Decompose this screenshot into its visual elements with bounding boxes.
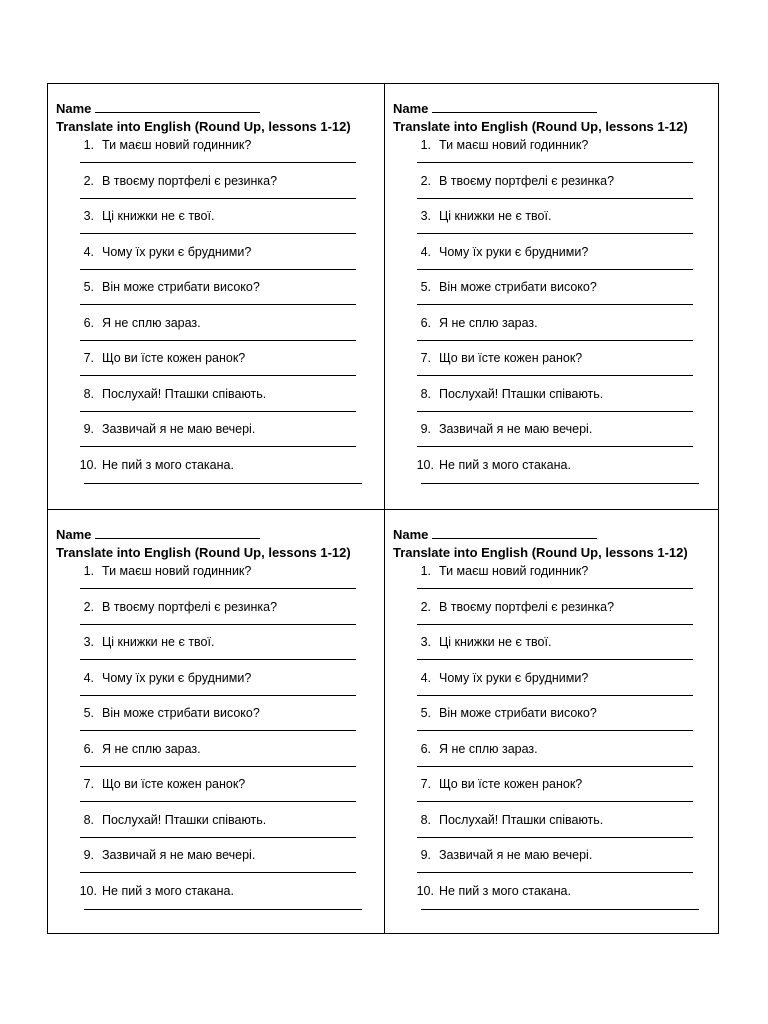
question-text-row [393,243,588,261]
name-blank-field[interactable] [95,100,260,113]
answer-line[interactable] [80,837,356,838]
question-item [393,704,719,740]
answer-line[interactable] [421,483,699,484]
question-text-row [56,207,214,225]
question-text-row [56,172,277,190]
question-item [56,846,384,882]
question-number: 8. [420,386,431,401]
question-text-row [393,882,571,900]
answer-line[interactable] [417,837,693,838]
question-number: 4. [420,244,431,259]
answer-line[interactable] [80,233,356,234]
question-text-row [393,846,592,864]
question-text-row [56,598,277,616]
question-item [393,562,719,598]
name-label: Name [56,527,92,542]
question-text-row [56,562,251,580]
question-item [56,420,384,456]
question-text: Зазвичай я не маю вечері. [439,422,593,436]
question-text-row [393,420,592,438]
question-text: В твоєму портфелі є резинка? [102,599,278,614]
question-text: В твоєму портфелі є резинка? [102,173,278,188]
question-text-row [393,669,588,687]
question-number: 7. [83,351,94,365]
answer-line[interactable] [80,198,356,199]
question-number: 5. [83,280,94,294]
question-number: 8. [420,812,431,827]
question-text: Ці книжки не є твої. [439,209,552,223]
question-text: Я не сплю зараз. [102,315,201,330]
question-text: Не пий з мого стакана. [102,883,234,898]
question-text-row [56,278,260,296]
question-text: Зазвичай я не маю вечері. [102,422,256,436]
name-line [393,526,719,544]
question-text-row [56,882,234,900]
question-text: Я не сплю зараз. [102,741,201,756]
question-text-row [56,314,201,332]
question-text: Я не сплю зараз. [439,315,538,330]
question-text-row [393,562,588,580]
question-list [56,562,384,917]
question-text-row [393,172,614,190]
question-text-row [56,349,245,367]
answer-line[interactable] [417,304,693,305]
name-label: Name [393,527,429,542]
name-line [56,526,384,544]
question-number: 1. [420,564,431,578]
question-number: 5. [420,706,431,720]
answer-line[interactable] [80,872,356,873]
question-text-row [56,136,251,154]
worksheet-card-bottom-left [48,509,384,933]
question-number: 1. [420,138,431,152]
question-item [393,456,719,492]
worksheet-card-top-right [384,84,719,509]
question-item [393,740,719,776]
question-text: Зазвичай я не маю вечері. [439,848,593,862]
question-list [393,136,719,491]
question-item [56,136,384,172]
question-text: Зазвичай я не маю вечері. [102,848,256,862]
question-item [56,669,384,705]
question-number: 10. [79,883,97,898]
question-text: Він може стрибати високо? [439,706,597,720]
answer-line[interactable] [417,659,693,660]
question-text: Чому їх руки є брудними? [102,670,252,685]
question-text: Не пий з мого стакана. [439,883,571,898]
question-item [56,243,384,279]
question-text-row [56,740,201,758]
question-text: Він може стрибати високо? [102,280,260,294]
answer-line[interactable] [84,483,362,484]
question-text-row [393,740,538,758]
question-text: Ти маєш новий годинник? [102,138,252,152]
question-number: 1. [83,564,94,578]
question-item [393,172,719,208]
question-text-row [393,775,582,793]
question-text: Ти маєш новий годинник? [439,564,589,578]
question-text: Ці книжки не є твої. [102,209,215,223]
question-text: Не пий з мого стакана. [439,457,571,472]
answer-line[interactable] [417,375,693,376]
question-text: Ці книжки не є твої. [439,635,552,649]
answer-line[interactable] [80,304,356,305]
question-number: 4. [83,244,94,259]
question-text-row [393,633,551,651]
answer-line[interactable] [417,198,693,199]
question-text-row [56,669,251,687]
question-number: 6. [83,315,94,330]
question-number: 4. [83,670,94,685]
answer-line[interactable] [417,162,693,163]
question-number: 3. [420,635,431,649]
question-text-row [56,811,266,829]
question-text-row [393,598,614,616]
question-text-row [393,385,603,403]
question-text: Ти маєш новий годинник? [102,564,252,578]
question-item [393,846,719,882]
question-number: 8. [83,386,94,401]
question-text-row [56,775,245,793]
question-text: Ці книжки не є твої. [102,635,215,649]
question-text: Послухай! Пташки співають. [439,386,604,401]
question-text: Що ви їсте кожен ранок? [439,777,583,791]
name-blank-field[interactable] [95,526,260,539]
question-number: 10. [416,457,434,472]
question-text: Він може стрибати високо? [102,706,260,720]
name-blank-field[interactable] [432,100,597,113]
answer-line[interactable] [417,269,693,270]
question-number: 10. [79,457,97,472]
worksheet-sheet [47,83,719,934]
question-item [56,633,384,669]
question-item [56,598,384,634]
question-item [393,243,719,279]
answer-line[interactable] [417,340,693,341]
question-number: 5. [420,280,431,294]
question-item [56,882,384,918]
answer-line[interactable] [80,766,356,767]
name-label: Name [393,101,429,116]
question-text-row [393,136,588,154]
answer-line[interactable] [80,730,356,731]
answer-line[interactable] [80,162,356,163]
question-number: 7. [83,777,94,791]
question-number: 10. [416,883,434,898]
question-text: Чому їх руки є брудними? [102,244,252,259]
question-text: Чому їх руки є брудними? [439,244,589,259]
answer-line[interactable] [84,909,362,910]
answer-line[interactable] [417,446,693,447]
worksheet-card-bottom-right [384,509,719,933]
question-item [56,349,384,385]
question-text: Я не сплю зараз. [439,741,538,756]
question-item [56,207,384,243]
instruction-heading: Translate into English (Round Up, lessons 1-12) [393,119,688,134]
instruction-heading: Translate into English (Round Up, lessons 1-12) [56,119,351,134]
name-line [393,100,719,118]
question-number: 4. [420,670,431,685]
question-text-row [393,314,538,332]
question-number: 3. [420,209,431,223]
question-number: 2. [83,599,94,614]
question-item [393,633,719,669]
question-item [56,314,384,350]
question-text-row [393,704,597,722]
answer-line[interactable] [80,801,356,802]
question-item [393,207,719,243]
question-item [56,740,384,776]
question-text: Послухай! Пташки співають. [102,386,267,401]
question-number: 1. [83,138,94,152]
name-blank-field[interactable] [432,526,597,539]
question-list [393,562,719,917]
question-text: Що ви їсте кожен ранок? [439,351,583,365]
answer-line[interactable] [80,269,356,270]
question-number: 6. [83,741,94,756]
question-text-row [393,278,597,296]
question-text: В твоєму портфелі є резинка? [439,173,615,188]
worksheet-card-top-left [48,84,384,509]
question-number: 9. [83,422,94,436]
question-text-row [393,456,571,474]
question-text: Чому їх руки є брудними? [439,670,589,685]
question-item [393,882,719,918]
question-item [393,811,719,847]
question-number: 6. [420,741,431,756]
question-number: 8. [83,812,94,827]
question-text-row [56,704,260,722]
answer-line[interactable] [80,695,356,696]
question-text-row [56,243,251,261]
question-item [56,811,384,847]
answer-line[interactable] [80,588,356,589]
name-label: Name [56,101,92,116]
question-number: 2. [83,173,94,188]
name-line [56,100,384,118]
question-number: 6. [420,315,431,330]
question-item [393,420,719,456]
question-item [56,385,384,421]
question-number: 3. [83,635,94,649]
question-number: 3. [83,209,94,223]
question-item [56,775,384,811]
question-item [393,775,719,811]
question-item [56,278,384,314]
question-text: Що ви їсте кожен ранок? [102,777,246,791]
question-number: 2. [420,599,431,614]
answer-line[interactable] [80,340,356,341]
question-item [56,704,384,740]
answer-line[interactable] [417,588,693,589]
question-item [56,456,384,492]
question-number: 9. [83,848,94,862]
answer-line[interactable] [80,624,356,625]
instruction-heading: Translate into English (Round Up, lessons 1-12) [56,545,351,560]
question-item [393,314,719,350]
question-text: Ти маєш новий годинник? [439,138,589,152]
question-item [56,172,384,208]
question-text: Послухай! Пташки співають. [102,812,267,827]
answer-line[interactable] [417,233,693,234]
question-text: Він може стрибати високо? [439,280,597,294]
question-item [56,562,384,598]
question-text: Не пий з мого стакана. [102,457,234,472]
question-text-row [393,811,603,829]
question-text-row [56,456,234,474]
answer-line[interactable] [417,730,693,731]
answer-line[interactable] [417,411,693,412]
question-text-row [393,207,551,225]
question-number: 7. [420,777,431,791]
question-text-row [393,349,582,367]
question-item [393,598,719,634]
question-text-row [56,633,214,651]
question-text: Послухай! Пташки співають. [439,812,604,827]
answer-line[interactable] [417,766,693,767]
question-number: 9. [420,848,431,862]
answer-line[interactable] [80,375,356,376]
question-text-row [56,385,266,403]
answer-line[interactable] [417,801,693,802]
instruction-heading: Translate into English (Round Up, lessons 1-12) [393,545,688,560]
question-item [393,669,719,705]
answer-line[interactable] [417,872,693,873]
answer-line[interactable] [80,446,356,447]
question-item [393,349,719,385]
question-text: В твоєму портфелі є резинка? [439,599,615,614]
question-item [393,385,719,421]
answer-line[interactable] [417,695,693,696]
question-list [56,136,384,491]
question-number: 9. [420,422,431,436]
question-item [393,136,719,172]
question-number: 5. [83,706,94,720]
question-number: 7. [420,351,431,365]
answer-line[interactable] [417,624,693,625]
question-text-row [56,420,255,438]
question-text-row [56,846,255,864]
question-item [393,278,719,314]
answer-line[interactable] [80,659,356,660]
answer-line[interactable] [421,909,699,910]
question-number: 2. [420,173,431,188]
question-text: Що ви їсте кожен ранок? [102,351,246,365]
answer-line[interactable] [80,411,356,412]
